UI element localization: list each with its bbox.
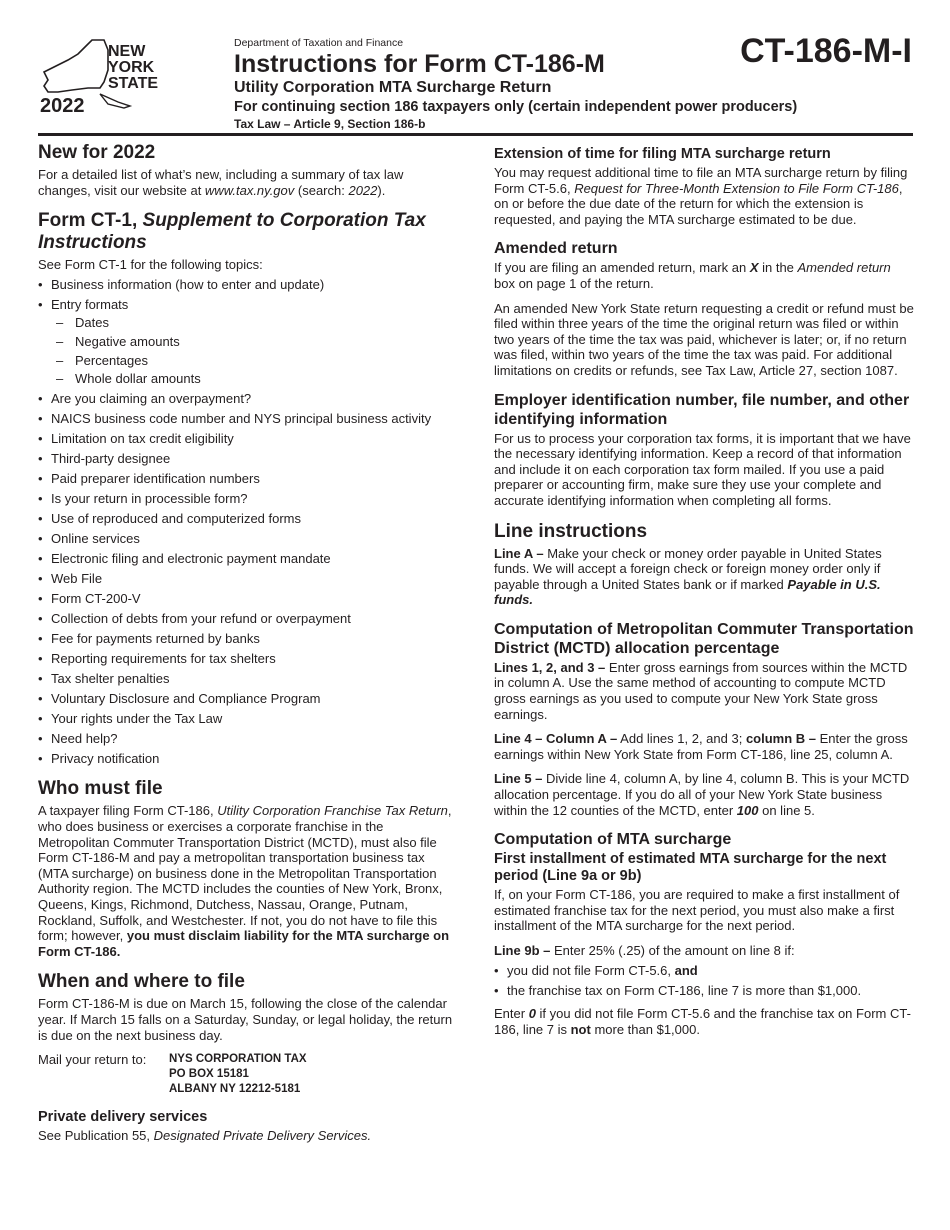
list-item: • Is your return in processible form? — [38, 491, 458, 507]
mail-label: Mail your return to: — [38, 1052, 147, 1068]
mail-address-lines: NYS CORPORATION TAX PO BOX 15181 ALBANY NY 12212-5181 — [169, 1053, 307, 1096]
topic-list — [38, 277, 458, 387]
private-delivery-heading: Private delivery services — [38, 1109, 208, 1126]
who-must-file-text: A taxpayer filing Form CT-186, Utility Corporation Franchise Tax Return, who does business or exercises a corporate franchise in the Metropolitan Commuter Transportation District (MCTD), must also file Form CT-186-M and pay a metropolitan transportation business tax (MTA surcharge) on business done in the Metropolitan Transportation Authority region. The MCTD includes the counties of New York, Bronx, Queens, Kings, Richmond, Dutchess, Nassau, Orange, Putnam, Rockland, Suffolk, and Westchester. If not, you do not have to file this form; however, you must disclaim liability for the MTA surcharge on Form CT-186. — [38, 803, 452, 959]
list-item: – Whole dollar amounts — [56, 371, 458, 387]
list-item: • Limitation on tax credit eligibility — [38, 431, 458, 447]
logo-line-1: NEW — [108, 43, 146, 60]
page-subtitle: Utility Corporation MTA Surcharge Return — [234, 79, 552, 96]
topic-list-continued — [38, 391, 458, 766]
first-installment-heading: First installment of estimated MTA surcharge for the next period (Line 9a or 9b) — [494, 851, 887, 885]
list-item: • Collection of debts from your refund or overpayment — [38, 611, 458, 627]
line-instructions-heading: Line instructions — [494, 520, 648, 542]
department-name: Department of Taxation and Finance — [234, 37, 404, 49]
list-item: • NAICS business code number and NYS principal business activity — [38, 411, 458, 427]
list-item: • Reporting requirements for tax shelters — [38, 651, 458, 667]
new-for-2022-text: For a detailed list of what’s new, including a summary of tax law changes, visit our website at www.tax.ny.gov (search: 2022). — [38, 167, 404, 198]
list-item: – Percentages — [56, 353, 458, 369]
list-item: • Electronic filing and electronic payment mandate — [38, 551, 458, 567]
tax-law-reference: Tax Law – Article 9, Section 186-b — [234, 117, 426, 131]
list-item: • Tax shelter penalties — [38, 671, 458, 687]
list-item: • Privacy notification — [38, 751, 458, 767]
new-for-2022-heading: New for 2022 — [38, 142, 156, 163]
amended-return-limits: An amended New York State return requesting a credit or refund must be filed within three years of the time the original return was filed or within two years of the time the tax was paid, whichever is later; or, if no return was filed, within two years of the time the tax was paid. For additional limitations on credits or refunds, see Tax Law, Article 27, section 1087. — [494, 300, 914, 378]
right-column — [494, 146, 914, 1046]
list-item: • Third-party designee — [38, 451, 458, 467]
list-item: • Fee for payments returned by banks — [38, 631, 458, 647]
mta-surcharge-heading: Computation of MTA surcharge — [494, 831, 732, 849]
line-5-text: Line 5 – Divide line 4, column A, by line 4, column B. This is your MCTD allocation percentage. If you do all of your New York State business within the 12 counties of the MCTD, enter 100 on line 5. — [494, 771, 910, 818]
list-item: • Voluntary Disclosure and Compliance Program — [38, 691, 458, 707]
list-item: • Are you claiming an overpayment? — [38, 391, 458, 407]
page-header — [0, 0, 950, 140]
who-must-file-heading: Who must file — [38, 778, 163, 800]
page-title: Instructions for Form CT-186-M — [234, 50, 605, 78]
header-divider — [38, 133, 913, 136]
extension-heading: Extension of time for filing MTA surcharge return — [494, 146, 831, 162]
website-link[interactable]: www.tax.ny.gov — [204, 182, 295, 198]
list-item: • Entry formats – Dates – Negative amounts – Percentages – Whole dollar amounts — [38, 297, 458, 387]
line-9b-conditions — [494, 963, 914, 999]
first-installment-text: If, on your Form CT-186, you are required to make a first installment of estimated franchise tax for the next period, you must also make a first installment of the MTA surcharge for the next period. — [494, 887, 900, 934]
mailing-address — [38, 1052, 458, 1097]
list-item: • Your rights under the Tax Law — [38, 711, 458, 727]
line-9b-text: Line 9b – Enter 25% (.25) of the amount on line 8 if: — [494, 943, 795, 958]
list-item: • Form CT-200-V — [38, 591, 458, 607]
list-item: – Dates — [56, 315, 458, 331]
lines-1-3-text: Lines 1, 2, and 3 – Enter gross earnings from sources within the MCTD in column A. Use the same method of accounting to compute MCTD gross earnings as you used to compute your New York State gross earnings. — [494, 659, 908, 722]
left-column — [38, 142, 458, 1153]
logo-year: 2022 — [40, 95, 85, 116]
entry-formats-list — [56, 315, 458, 386]
when-where-text: Form CT-186-M is due on March 15, following the close of the calendar year. If March 15 falls on a Saturday, Sunday, or legal holiday, the return is due on the next business day. — [38, 996, 453, 1043]
ct1-intro: See Form CT-1 for the following topics: — [38, 257, 263, 273]
private-delivery-text: See Publication 55, Designated Private Delivery Services. — [38, 1128, 372, 1144]
ein-heading: Employer identification number, file number, and other identifying information — [494, 391, 910, 428]
enter-zero-text: Enter 0 if you did not file Form CT-5.6 and the franchise tax on Form CT-186, line 7 is not more than $1,000. — [494, 1006, 911, 1037]
list-item: • the franchise tax on Form CT-186, line 7 is more than $1,000. — [494, 983, 914, 999]
ein-text: For us to process your corporation tax forms, it is important that we have the necessary identifying information. Keep a record of that information and include it on each corporation tax form mailed. If you use a paid preparer or accounting firm, make sure they use your complete and accurate identifying information when completing all forms. — [494, 430, 911, 508]
mctd-heading: Computation of Metropolitan Commuter Transportation District (MCTD) allocation percentage — [494, 620, 914, 657]
list-item: – Negative amounts — [56, 334, 458, 350]
list-item: • Web File — [38, 571, 458, 587]
ct1-heading: Form CT-1, Supplement to Corporation Tax Instructions — [38, 210, 426, 254]
list-item: • Need help? — [38, 731, 458, 747]
line-a-text: Line A – Make your check or money order payable in United States funds. We will accept a foreign check or foreign money order only if payable through a United States bank or if marked Payable in U.S. funds. — [494, 545, 882, 608]
extension-text: You may request additional time to file an MTA surcharge return by filing Form CT-5.6, Request for Three-Month Extension to File Form CT-186, on or before the due date of the return for which the extension is requested, and paying the MTA surcharge estimated to be due. — [494, 165, 908, 227]
list-item: • Online services — [38, 531, 458, 547]
when-where-heading: When and where to file — [38, 971, 245, 993]
list-item: • Business information (how to enter and update) — [38, 277, 458, 293]
list-item: • Paid preparer identification numbers — [38, 471, 458, 487]
logo-line-3: STATE — [108, 75, 159, 92]
list-item: • you did not file Form CT-5.6, and — [494, 963, 914, 979]
form-number: CT-186-M-I — [740, 32, 912, 70]
logo-line-2: YORK — [108, 59, 155, 76]
list-item: • Use of reproduced and computerized forms — [38, 511, 458, 527]
amended-return-heading: Amended return — [494, 240, 618, 258]
line-4-text: Line 4 – Column A – Add lines 1, 2, and 3; column B – Enter the gross earnings within New York State from Form CT-186, line 25, column A. — [494, 731, 908, 762]
taxpayer-scope: For continuing section 186 taxpayers only (certain independent power producers) — [234, 99, 798, 115]
nys-logo — [38, 36, 168, 116]
amended-return-text: If you are filing an amended return, mark an X in the Amended return box on page 1 of the return. — [494, 260, 891, 291]
